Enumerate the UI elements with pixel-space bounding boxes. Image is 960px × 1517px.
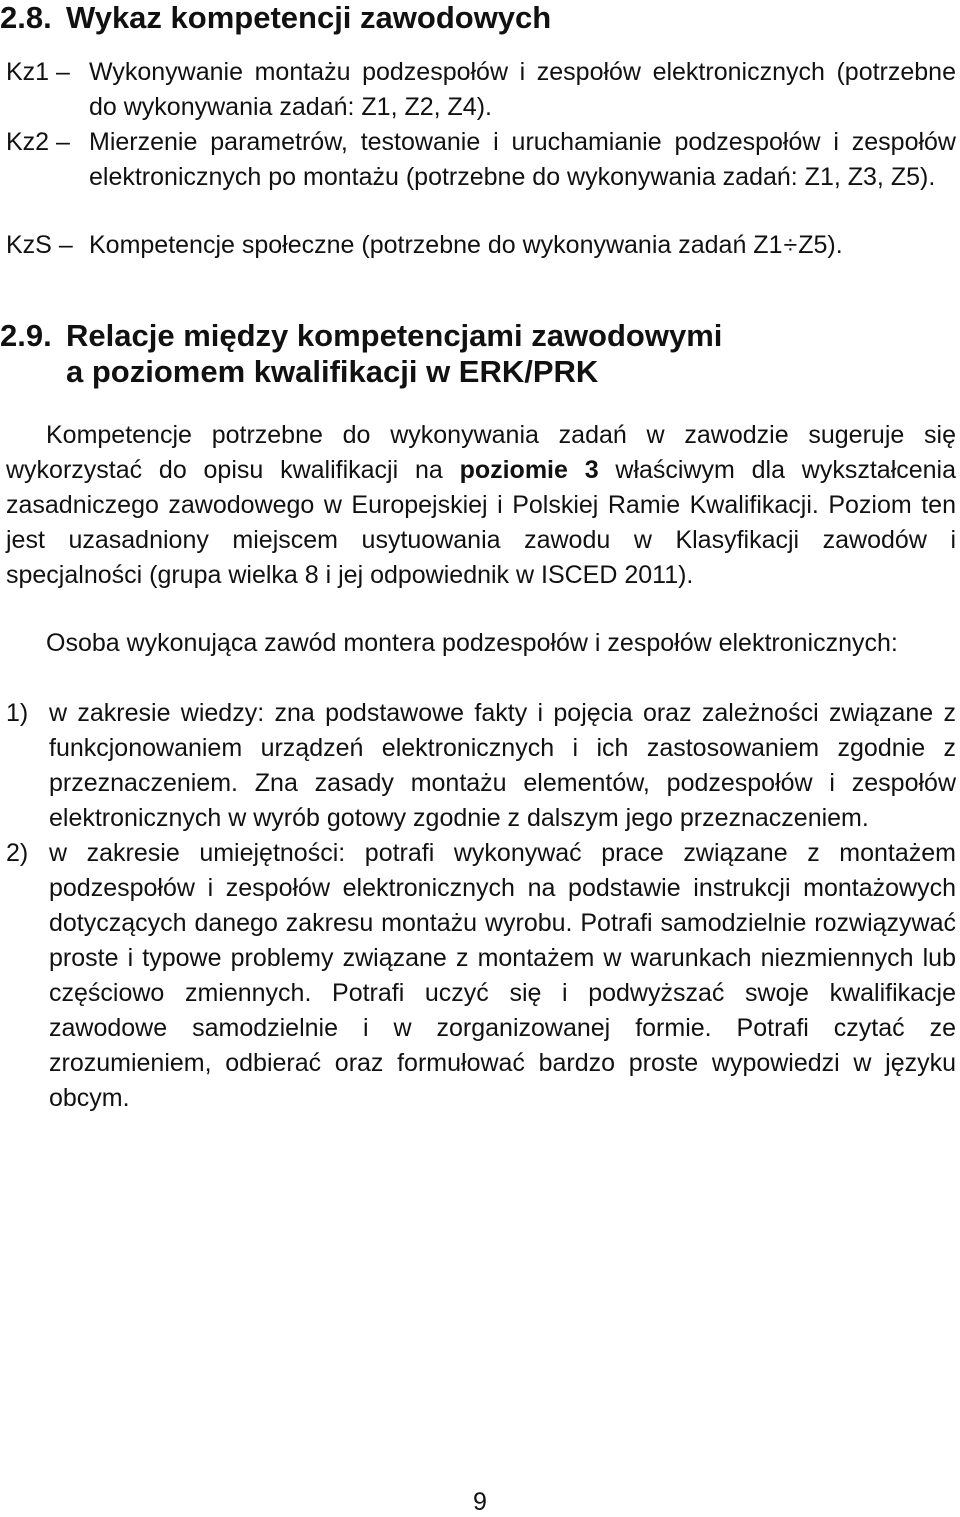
competency-kzs — [6, 228, 956, 263]
competency-description: Kompetencje społeczne (potrzebne do wykonywania zadań Z1÷Z5). — [89, 228, 956, 263]
competency-kz1 — [6, 55, 956, 125]
competency-kz2 — [6, 125, 956, 195]
list-item-text: w zakresie wiedzy: zna podstawowe fakty i pojęcia oraz zależności związane z funkcjonowaniem urządzeń elektronicznych i ich zastosowaniem zgodnie z przeznaczeniem. Zna zasady montażu elementów, podzespołów i zespołów elektronicznych w wyrób gotowy zgodnie z dalszym jego przeznaczeniem. — [49, 699, 956, 832]
section-number: 2.9. — [0, 318, 52, 353]
section-title-line2: a poziomem kwalifikacji w ERK/PRK — [66, 354, 599, 389]
section-heading-2-9 — [0, 318, 722, 390]
section-title-line1: Relacje między kompetencjami zawodowymi — [66, 318, 723, 353]
list-marker: 2) — [6, 839, 29, 867]
division-symbol: ÷ — [783, 231, 798, 259]
competency-description: Wykonywanie montażu podzespołów i zespołów elektronicznych (potrzebne do wykonywania zadań: Z1, Z2, Z4). — [89, 58, 956, 121]
list-item — [6, 836, 956, 1116]
section-number: 2.8. — [0, 0, 52, 35]
paragraph-worker-description: Osoba wykonująca zawód montera podzespołów i zespołów elektronicznych: — [46, 629, 898, 657]
section-title: Wykaz kompetencji zawodowych — [66, 0, 552, 35]
list-item-text: w zakresie umiejętności: potrafi wykonywać prace związane z montażem podzespołów i zespołów elektronicznych na podstawie instrukcji montażowych dotyczących danego zakresu montażu wyrobu. Potrafi samodzielnie rozwiązywać proste i typowe problemy związane z montażem w warunkach niezmiennych lub częściowo zmiennych. Potrafi uczyć się i podwyższać swoje kwalifikacje zawodowe samodzielnie i w zorganizowanej formie. Potrafi czytać ze zrozumieniem, odbierać oraz formułować bardzo proste wypowiedzi w języku obcym. — [49, 839, 956, 1112]
scope-list — [6, 696, 956, 1116]
competency-code: Kz2 – — [6, 128, 70, 156]
paragraph-qualification-level: Kompetencje potrzebne do wykonywania zadań w zawodzie sugeruje się wykorzystać do opisu kwalifikacji na poziomie 3 właściwym dla wykształcenia zasadniczego zawodowego w Europejskiej i Polskiej Ramie Kwalifikacji. Poziom ten jest uzasadniony miejscem usytuowania zawodu w Klasyfikacji zawodów i specjalności (grupa wielka 8 i jej odpowiednik w ISCED 2011). — [6, 421, 957, 589]
list-item — [6, 696, 956, 836]
competency-description: Mierzenie parametrów, testowanie i uruchamianie podzespołów i zespołów elektronicznych po montażu (potrzebne do wykonywania zadań: Z1, Z3, Z5). — [89, 128, 956, 191]
competency-code: Kz1 – — [6, 58, 70, 86]
competency-code: KzS – — [6, 231, 73, 259]
bold-level: poziomie 3 — [459, 456, 599, 484]
page-number: 9 — [473, 1488, 487, 1516]
section-heading-2-8 — [0, 0, 551, 36]
list-marker: 1) — [6, 699, 29, 727]
